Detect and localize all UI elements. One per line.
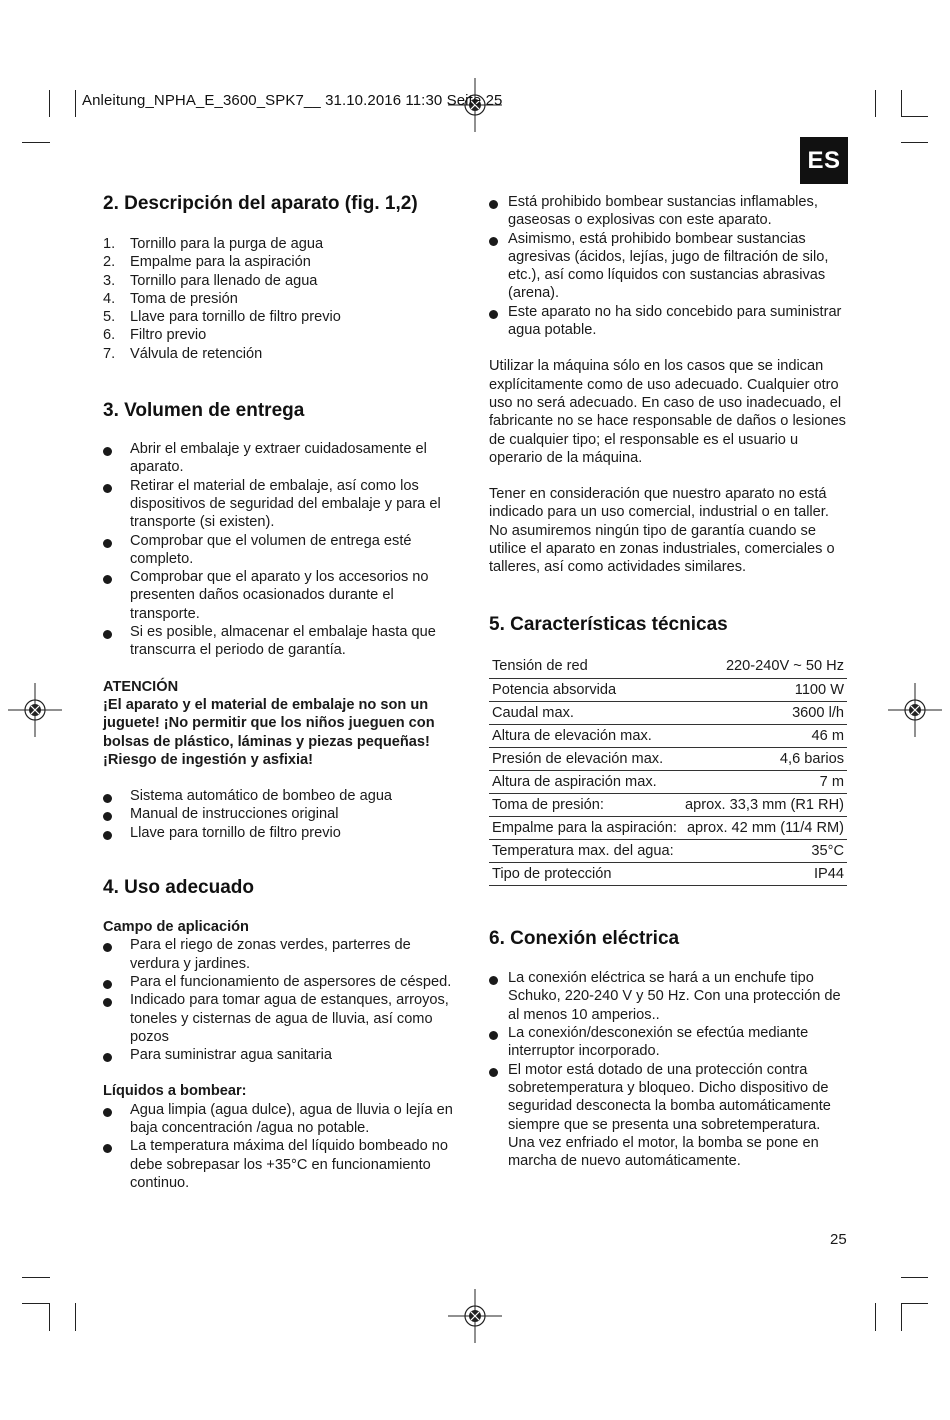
bullet-icon xyxy=(489,1024,508,1061)
item-text: Llave para tornillo de filtro previo xyxy=(130,309,341,326)
delivery-checklist xyxy=(103,440,463,660)
table-row xyxy=(489,771,847,794)
bullet-icon xyxy=(103,440,130,477)
bullet-icon xyxy=(103,568,130,623)
left-column xyxy=(103,193,463,1192)
table-row xyxy=(489,748,847,771)
spec-label: Tensión de red xyxy=(489,656,681,679)
list-item xyxy=(103,272,463,290)
delivery-contents-list xyxy=(103,787,463,842)
item-number: 4. xyxy=(103,290,116,307)
section-4-title: 4. Uso adecuado xyxy=(103,877,254,899)
list-item xyxy=(103,1101,463,1138)
item-number: 5. xyxy=(103,309,116,326)
list-item xyxy=(103,477,463,532)
table-row xyxy=(489,863,847,886)
spec-value: 220-240V ~ 50 Hz xyxy=(681,656,847,679)
item-number: 7. xyxy=(103,345,116,362)
bullet-icon xyxy=(103,991,130,1046)
crop-mark xyxy=(75,90,76,117)
list-item xyxy=(489,969,849,1024)
item-text: La temperatura máxima del líquido bombeado no debe sobrepasar los +35°C en funcionamiento continuo. xyxy=(130,1138,449,1191)
item-text: Comprobar que el aparato y los accesorios no presenten daños ocasionados durante el transporte. xyxy=(130,569,429,622)
item-text: Tornillo para llenado de agua xyxy=(130,272,318,289)
item-text: Tornillo para la purga de agua xyxy=(130,236,324,252)
usage-paragraph: Utilizar la máquina sólo en los casos que se indican explícitamente como de uso adecuado. Cualquier otro uso no será adecuado. En caso de uso inadecuado, el fabricante no se hace responsable de daños o lesiones de cualquier tipo; el responsable es el usuario u operario de la máquina. xyxy=(489,358,846,466)
list-item xyxy=(103,440,463,477)
item-number: 6. xyxy=(103,327,116,344)
table-row xyxy=(489,656,847,679)
list-item xyxy=(489,193,849,230)
item-text: Está prohibido bombear sustancias inflamables, gaseosas o explosivas con este aparato. xyxy=(508,194,818,229)
list-item xyxy=(103,532,463,569)
crop-mark xyxy=(901,116,928,117)
crop-mark xyxy=(22,142,50,143)
item-text: La conexión eléctrica se hará a un enchufe tipo Schuko, 220-240 V y 50 Hz. Con una protección de al menos 10 amperios.. xyxy=(508,970,841,1023)
bullet-icon xyxy=(103,805,130,823)
warranty-paragraph: Tener en consideración que nuestro aparato no está indicado para un uso comercial, industrial o en taller. No asumiremos ningún tipo de garantía cuando se utilice el aparato en zonas industriales, comerciales o talleres, así como actividades similares. xyxy=(489,486,835,576)
bullet-icon xyxy=(489,230,508,303)
list-item xyxy=(103,805,463,823)
list-item xyxy=(103,568,463,623)
list-item xyxy=(103,973,463,991)
list-item xyxy=(103,326,463,344)
list-item xyxy=(489,1024,849,1061)
section-2-title: 2. Descripción del aparato (fig. 1,2) xyxy=(103,193,418,214)
item-text: Este aparato no ha sido concebido para suministrar agua potable. xyxy=(508,303,842,339)
spec-value: 3600 l/h xyxy=(681,702,847,725)
registration-mark-icon xyxy=(888,683,942,737)
list-item xyxy=(103,290,463,308)
item-text: Agua limpia (agua dulce), agua de lluvia o lejía en baja concentración /agua no potable. xyxy=(130,1101,453,1136)
table-row xyxy=(489,817,847,840)
list-item xyxy=(103,991,463,1046)
bullet-icon xyxy=(103,1101,130,1138)
right-column xyxy=(489,193,849,1170)
warning-text: ¡El aparato y el material de embalaje no son un juguete! ¡No permitir que los niños jueguen con bolsas de plástico, láminas y piezas pequeñas! ¡Riesgo de ingestión y asfixia! xyxy=(103,696,435,768)
item-text: Si es posible, almacenar el embalaje hasta que transcurra el periodo de garantía. xyxy=(130,624,436,659)
spec-label: Presión de elevación max. xyxy=(489,748,681,771)
table-row xyxy=(489,840,847,863)
item-number: 1. xyxy=(103,236,116,252)
item-text: Válvula de retención xyxy=(130,345,263,362)
item-text: Asimismo, está prohibido bombear sustancias agresivas (ácidos, lejías, jugo de filtración de silo, etc.), así como líquidos con sustancias abrasivas (arena). xyxy=(508,230,829,302)
table-row xyxy=(489,725,847,748)
application-list xyxy=(103,936,463,1064)
list-item xyxy=(489,230,849,303)
crop-mark xyxy=(901,1303,902,1331)
crop-mark xyxy=(22,1303,50,1304)
list-item xyxy=(103,787,463,805)
item-text: Llave para tornillo de filtro previo xyxy=(130,824,341,841)
bullet-icon xyxy=(489,193,508,230)
bullet-icon xyxy=(103,1137,130,1192)
spec-value: 35°C xyxy=(681,840,847,863)
item-text: Para el funcionamiento de aspersores de césped. xyxy=(130,973,452,990)
item-text: Para suministrar agua sanitaria xyxy=(130,1047,332,1064)
spec-label: Toma de presión: xyxy=(489,794,681,817)
item-text: Empalme para la aspiración xyxy=(130,254,311,271)
list-item xyxy=(103,936,463,973)
parts-list xyxy=(103,235,463,363)
section-6-title: 6. Conexión eléctrica xyxy=(489,928,680,950)
list-item xyxy=(103,345,463,363)
crop-mark xyxy=(75,1303,76,1331)
crop-mark xyxy=(49,90,50,117)
bullet-icon xyxy=(489,969,508,1024)
spec-value: 4,6 barios xyxy=(681,748,847,771)
item-text: La conexión/desconexión se efectúa mediante interruptor incorporado. xyxy=(508,1025,809,1060)
list-item xyxy=(103,308,463,326)
item-text: Indicado para tomar agua de estanques, arroyos, toneles y cisternas de agua de lluvia, así como pozos xyxy=(130,992,449,1045)
liquids-list xyxy=(103,1101,463,1192)
print-slug-line: Anleitung_NPHA_E_3600_SPK7__ 31.10.2016 11:30 Seite 25 xyxy=(82,92,503,109)
list-item xyxy=(489,1061,849,1171)
bullet-icon xyxy=(103,973,130,991)
spec-label: Potencia absorvida xyxy=(489,679,681,702)
item-text: Abrir el embalaje y extraer cuidadosamente el aparato. xyxy=(130,441,427,476)
liquids-heading: Líquidos a bombear: xyxy=(103,1083,247,1100)
bullet-icon xyxy=(103,936,130,973)
list-item xyxy=(103,235,463,253)
bullet-icon xyxy=(103,477,130,532)
spec-label: Tipo de protección xyxy=(489,863,681,886)
list-item xyxy=(103,253,463,271)
spec-value: 1100 W xyxy=(681,679,847,702)
list-item xyxy=(489,303,849,340)
crop-mark xyxy=(901,1303,928,1304)
spec-value: aprox. 33,3 mm (R1 RH) xyxy=(681,794,847,817)
crop-mark xyxy=(875,90,876,117)
page-number: 25 xyxy=(830,1231,847,1248)
crop-mark xyxy=(901,142,928,143)
crop-mark xyxy=(901,1277,928,1278)
bullet-icon xyxy=(103,1046,130,1064)
crop-mark xyxy=(875,1303,876,1331)
electrical-connection-list xyxy=(489,969,849,1170)
section-5-title: 5. Características técnicas xyxy=(489,613,728,635)
item-number: 3. xyxy=(103,272,116,289)
item-text: Toma de presión xyxy=(130,290,238,307)
bullet-icon xyxy=(103,824,130,842)
spec-value: 7 m xyxy=(681,771,847,794)
section-3-title: 3. Volumen de entrega xyxy=(103,400,305,422)
prohibitions-list xyxy=(489,193,849,339)
item-text: Filtro previo xyxy=(130,327,207,344)
item-text: Retirar el material de embalaje, así como los dispositivos de seguridad del embalaje y para el transporte (si existen). xyxy=(130,477,441,531)
table-row xyxy=(489,679,847,702)
spec-label: Temperatura max. del agua: xyxy=(489,840,681,863)
spec-value: aprox. 42 mm (11/4 RM) xyxy=(681,817,847,840)
spec-label: Caudal max. xyxy=(489,702,681,725)
table-row xyxy=(489,702,847,725)
item-text: Manual de instrucciones original xyxy=(130,806,339,823)
spec-label: Altura de aspiración max. xyxy=(489,771,681,794)
bullet-icon xyxy=(489,303,508,340)
bullet-icon xyxy=(103,623,130,660)
technical-data-table xyxy=(489,656,847,887)
list-item xyxy=(103,1046,463,1064)
registration-mark-icon xyxy=(448,1289,502,1343)
spec-label: Empalme para la aspiración: xyxy=(489,817,681,840)
bullet-icon xyxy=(489,1061,508,1171)
crop-mark xyxy=(22,1277,50,1278)
list-item xyxy=(103,824,463,842)
spec-value: 46 m xyxy=(681,725,847,748)
item-text: El motor está dotado de una protección contra sobretemperatura y bloqueo. Dicho dispositivo de seguridad desconecta la bomba automáticamente siempre que se presenta una sobretemperatura. Una vez enfriado el motor, la bomba se pone en marcha de nuevo automáticamente. xyxy=(508,1061,831,1170)
spec-label: Altura de elevación max. xyxy=(489,725,681,748)
table-row xyxy=(489,794,847,817)
warning-heading: ATENCIÓN xyxy=(103,678,179,695)
item-text: Sistema automático de bombeo de agua xyxy=(130,788,393,805)
bullet-icon xyxy=(103,787,130,805)
spec-value: IP44 xyxy=(681,863,847,886)
language-badge: ES xyxy=(800,137,848,184)
bullet-icon xyxy=(103,532,130,569)
registration-mark-icon xyxy=(8,683,62,737)
item-number: 2. xyxy=(103,254,116,271)
application-heading: Campo de aplicación xyxy=(103,919,249,936)
item-text: Para el riego de zonas verdes, parterres de verdura y jardines. xyxy=(130,937,411,972)
crop-mark xyxy=(901,90,902,117)
item-text: Comprobar que el volumen de entrega esté completo. xyxy=(130,532,412,567)
list-item xyxy=(103,623,463,660)
crop-mark xyxy=(49,1303,50,1331)
list-item xyxy=(103,1137,463,1192)
